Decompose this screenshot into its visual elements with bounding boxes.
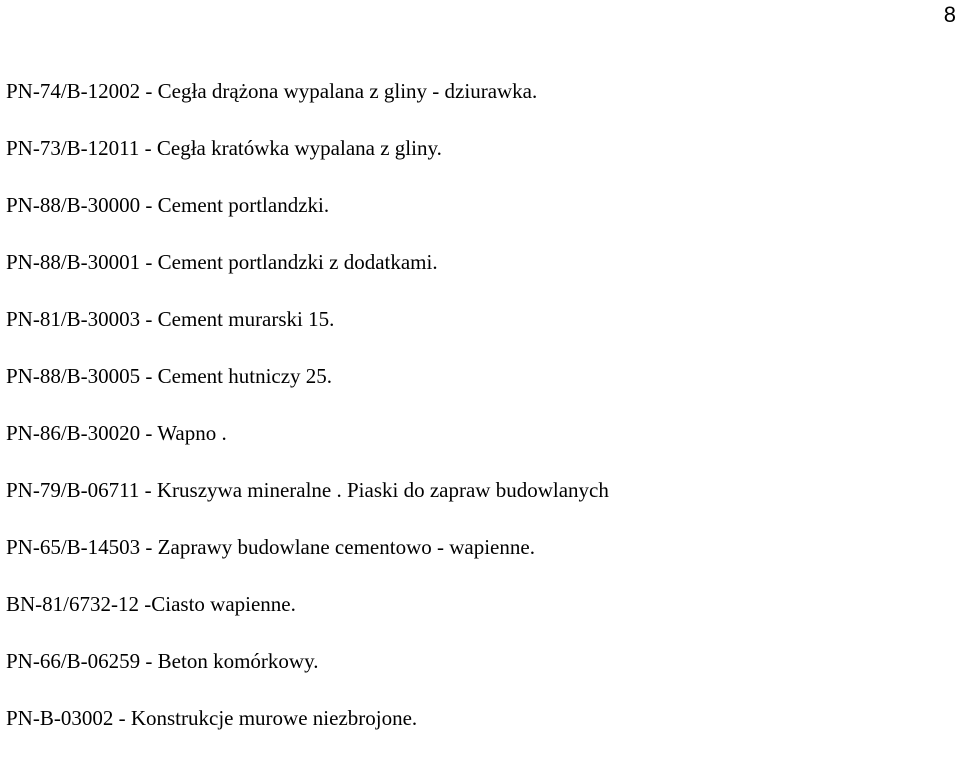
standard-item: PN-66/B-06259 - Beton komórkowy. [6, 649, 319, 673]
standard-item: PN-79/B-06711 - Kruszywa mineralne . Piaski do zapraw budowlanych [6, 478, 609, 502]
standard-item: PN-88/B-30000 - Cement portlandzki. [6, 193, 330, 217]
standard-item: BN-81/6732-12 -Ciasto wapienne. [6, 592, 296, 616]
standard-item: PN-B-03002 - Konstrukcje murowe niezbrojone. [6, 706, 418, 730]
standard-item: PN-74/B-12002 - Cegła drążona wypalana z gliny - dziurawka. [6, 79, 538, 103]
standard-item: PN-88/B-30005 - Cement hutniczy 25. [6, 364, 333, 388]
standard-item: PN-86/B-30020 - Wapno . [6, 421, 227, 445]
standards-list [6, 77, 609, 761]
standard-item: PN-88/B-30001 - Cement portlandzki z dodatkami. [6, 250, 438, 274]
standard-item: PN-65/B-14503 - Zaprawy budowlane cementowo - wapienne. [6, 535, 535, 559]
standard-item: PN-81/B-30003 - Cement murarski 15. [6, 307, 335, 331]
page-number: 8 [943, 2, 956, 27]
standard-item: PN-73/B-12011 - Cegła kratówka wypalana z gliny. [6, 136, 442, 160]
